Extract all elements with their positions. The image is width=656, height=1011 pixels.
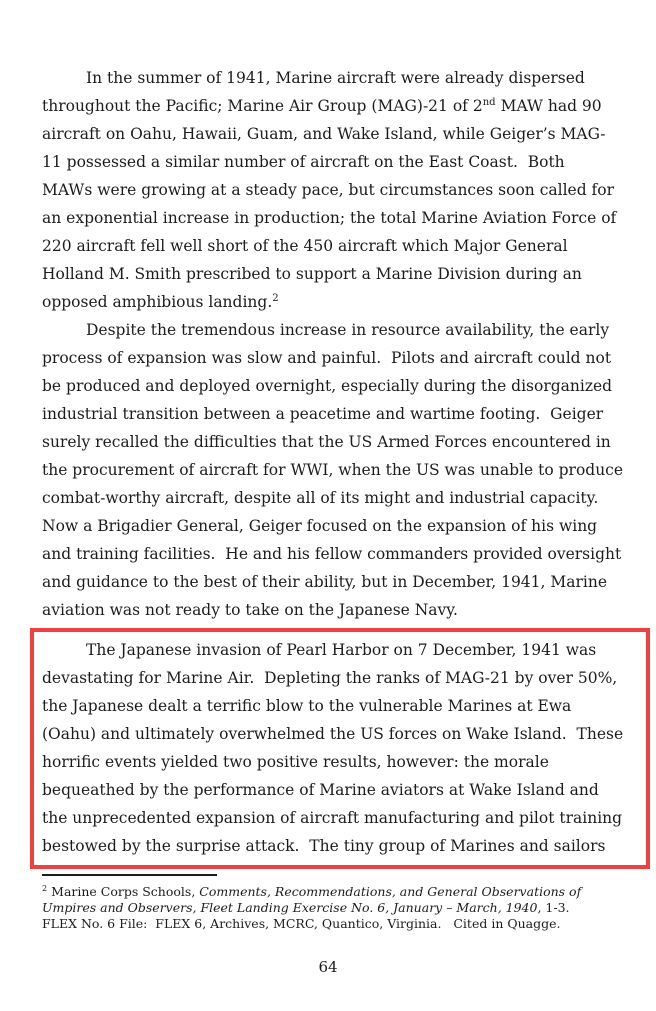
text-segment: (Oahu) and ultimately overwhelmed the US forces on Wake Island. These [42, 725, 624, 743]
text-segment: the Japanese dealt a terrific blow to the vulnerable Marines at Ewa [42, 697, 572, 715]
text-line [42, 692, 646, 720]
page-number: 64 [318, 958, 338, 976]
text-segment: Despite the tremendous increase in resource availability, the early [86, 321, 610, 339]
text-segment: MAW had 90 [495, 97, 602, 115]
text-segment: be produced and deployed overnight, especially during the disorganized [42, 377, 613, 395]
text-segment: and guidance to the best of their ability, but in December, 1941, Marine [42, 573, 608, 591]
text-line [42, 832, 646, 860]
text-line [42, 596, 622, 624]
text-line [42, 776, 646, 804]
text-line [42, 428, 622, 456]
text-segment: the unprecedented expansion of aircraft manufacturing and pilot training [42, 809, 623, 827]
text-line [42, 900, 622, 916]
paragraph-expansion [42, 316, 622, 624]
text-segment: and training facilities. He and his fellow commanders provided oversight [42, 545, 622, 563]
text-line [42, 316, 622, 344]
text-segment: Now a Brigadier General, Geiger focused on the expansion of his wing [42, 517, 598, 535]
text-segment: Holland M. Smith prescribed to support a Marine Division during an [42, 265, 582, 283]
text-segment: 11 possessed a similar number of aircraft on the East Coast. Both [42, 153, 565, 171]
text-line [42, 884, 622, 900]
text-segment: aircraft on Oahu, Hawaii, Guam, and Wake Island, while Geiger’s MAG- [42, 125, 606, 143]
paragraph-summer-1941 [42, 64, 622, 316]
text-segment: combat-worthy aircraft, despite all of its might and industrial capacity. [42, 489, 599, 507]
text-line [42, 484, 622, 512]
text-segment: the procurement of aircraft for WWI, when the US was unable to produce [42, 461, 624, 479]
text-segment: In the summer of 1941, Marine aircraft were already dispersed [86, 69, 585, 87]
paragraph-pearl-harbor [42, 636, 646, 860]
text-line [42, 64, 622, 92]
text-segment: opposed amphibious landing. [42, 293, 273, 311]
text-line [42, 400, 622, 428]
text-line [42, 720, 646, 748]
text-line [42, 260, 622, 288]
text-line [42, 664, 646, 692]
text-line [42, 916, 622, 932]
text-segment: bequeathed by the performance of Marine aviators at Wake Island and [42, 781, 599, 799]
text-line [42, 456, 622, 484]
text-line [42, 92, 622, 120]
text-segment: horrific events yielded two positive results, however: the morale [42, 753, 549, 771]
text-line [42, 512, 622, 540]
italic-text-segment: Comments, Recommendations, and General Observations of [199, 884, 582, 899]
text-segment: The Japanese invasion of Pearl Harbor on 7 December, 1941 was [86, 641, 597, 659]
text-segment: process of expansion was slow and painful. Pilots and aircraft could not [42, 349, 612, 367]
text-line [42, 636, 646, 664]
text-segment: 220 aircraft fell well short of the 450 aircraft which Major General [42, 237, 568, 255]
italic-text-segment: Umpires and Observers, Fleet Landing Exercise No. 6, January – March, 1940 [42, 900, 538, 915]
text-line [42, 232, 622, 260]
highlight-red-box [30, 628, 650, 869]
text-segment: MAWs were growing at a steady pace, but circumstances soon called for [42, 181, 615, 199]
text-segment: FLEX No. 6 File: FLEX 6, Archives, MCRC, Quantico, Virginia. Cited in Quagge. [42, 916, 561, 931]
body-text [42, 64, 622, 869]
text-segment: throughout the Pacific; Marine Air Group (MAG)-21 of 2 [42, 97, 483, 115]
superscript: 2 [272, 292, 279, 304]
footnote-area [42, 874, 622, 932]
footnote-2 [42, 884, 622, 932]
text-line [42, 372, 622, 400]
text-segment: devastating for Marine Air. Depleting the ranks of MAG-21 by over 50%, [42, 669, 618, 687]
text-segment: industrial transition between a peacetime and wartime footing. Geiger [42, 405, 604, 423]
text-line [42, 204, 622, 232]
text-line [42, 804, 646, 832]
text-line [42, 176, 622, 204]
text-segment: , 1-3. [537, 900, 570, 915]
text-line [42, 568, 622, 596]
text-segment: Marine Corps Schools, [47, 884, 200, 899]
text-segment: an exponential increase in production; the total Marine Aviation Force of [42, 209, 617, 227]
text-line [42, 344, 622, 372]
superscript: nd [482, 96, 496, 108]
text-segment: aviation was not ready to take on the Japanese Navy. [42, 601, 458, 619]
text-line [42, 288, 622, 316]
text-line [42, 748, 646, 776]
text-line [42, 120, 622, 148]
superscript: 2 [42, 882, 48, 893]
text-segment: surely recalled the difficulties that the US Armed Forces encountered in [42, 433, 611, 451]
text-segment: bestowed by the surprise attack. The tiny group of Marines and sailors [42, 837, 606, 855]
footnote-separator [42, 874, 217, 876]
text-line [42, 148, 622, 176]
text-line [42, 540, 622, 568]
